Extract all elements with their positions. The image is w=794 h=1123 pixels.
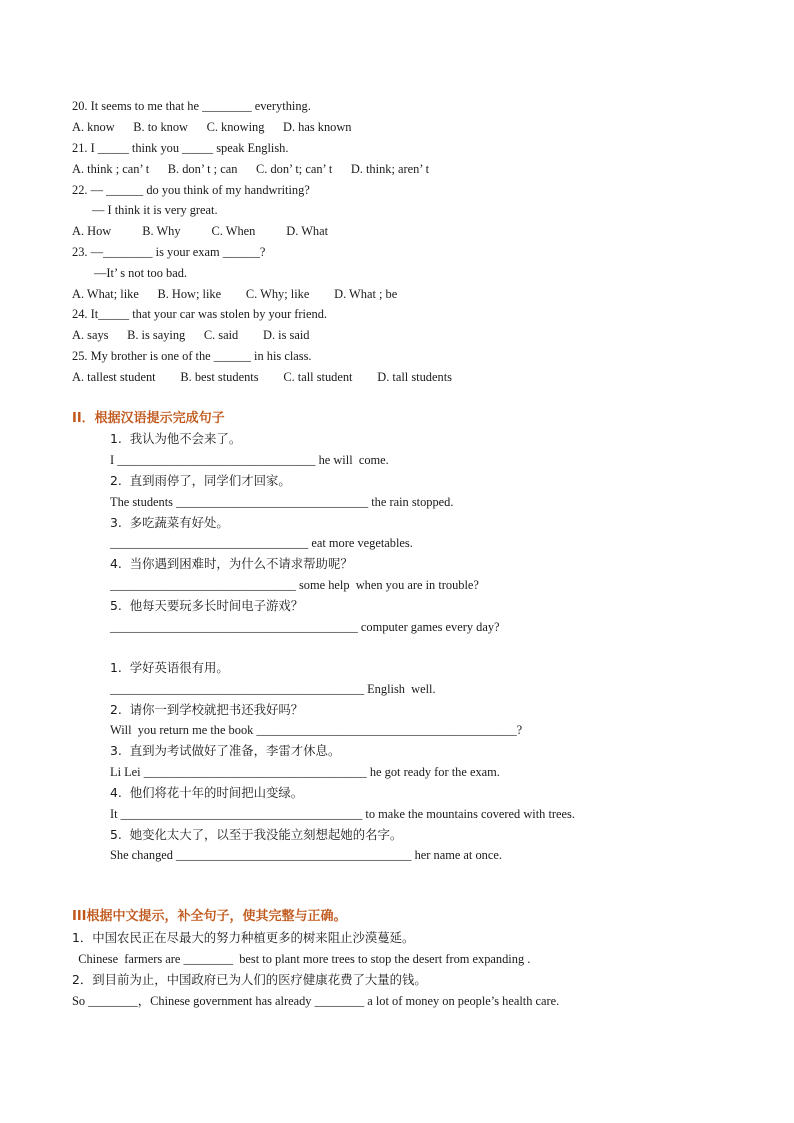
s2b-item4-cn: 4. 他们将花十年的时间把山变绿。 (110, 785, 304, 800)
s2b-item5-en: She changed ______________________________________ her name at once. (110, 848, 502, 862)
s2b-item2-en: Will you return me the book __________________________________________? (110, 723, 523, 737)
s2a-item3-en: ________________________________ eat more vegetables. (110, 536, 413, 550)
s3-item1-en: Chinese farmers are ________ best to plant more trees to stop the desert from expanding . (72, 952, 531, 966)
section2-title: II．根据汉语提示完成句子 (72, 411, 225, 426)
s2b-item3-en: Li Lei ____________________________________ he got ready for the exam. (110, 765, 500, 779)
s2a-item2-en: The students _______________________________ the rain stopped. (110, 495, 454, 509)
q25-stem: 25. My brother is one of the ______ in his class. (72, 349, 312, 363)
s2b-item4-en: It _______________________________________ to make the mountains covered with trees. (110, 807, 575, 821)
q24-stem: 24. It_____ that your car was stolen by your friend. (72, 307, 327, 321)
s3-item2-cn: 2．到目前为止，中国政府已为人们的医疗健康花费了大量的钱。 (72, 972, 427, 987)
q23-options: A. What; like B. How; like C. Why; like D. What ; be (72, 287, 398, 301)
q24-options: A. says B. is saying C. said D. is said (72, 328, 310, 342)
q21-stem: 21. I _____ think you _____ speak English. (72, 141, 289, 155)
s2a-item5-cn: 5. 他每天要玩多长时间电子游戏？ (110, 598, 304, 613)
q23-reply: —It’ s not too bad. (94, 266, 188, 280)
s3-item2-en: So ________，Chinese government has already ________ a lot of money on people’s health care. (72, 994, 560, 1008)
s2a-item4-en: ______________________________ some help when you are in trouble? (110, 578, 479, 592)
q23-stem: 23. —________ is your exam ______? (72, 245, 266, 259)
q25-options: A. tallest student B. best students C. tall student D. tall students (72, 370, 452, 384)
s2b-item1-cn: 1. 学好英语很有用。 (110, 660, 229, 675)
s2b-item3-cn: 3. 直到为考试做好了准备，李雷才休息。 (110, 743, 341, 758)
s2a-item2-cn: 2. 直到雨停了，同学们才回家。 (110, 473, 291, 488)
s2b-item2-cn: 2. 请你一到学校就把书还我好吗？ (110, 702, 304, 717)
s2a-item5-en: ________________________________________ computer games every day? (110, 620, 500, 634)
s2a-item1-cn: 1. 我认为他不会来了。 (110, 431, 242, 446)
s2a-item3-cn: 3. 多吃蔬菜有好处。 (110, 515, 229, 530)
section3-title: III根据中文提示，补全句子，使其完整与正确。 (72, 909, 347, 924)
s2a-item4-cn: 4. 当你遇到困难时，为什么不请求帮助呢？ (110, 556, 353, 571)
q22-stem: 22. — ______ do you think of my handwriting? (72, 183, 310, 197)
s2b-item5-cn: 5. 她变化太大了，以至于我没能立刻想起她的名字。 (110, 827, 403, 842)
q20-stem: 20. It seems to me that he ________ everything. (72, 99, 311, 113)
q21-options: A. think ; can’ t B. don’ t ; can C. don’ t; can’ t D. think; aren’ t (72, 162, 430, 176)
q20-options: A. know B. to know C. knowing D. has known (72, 120, 352, 134)
q22-reply: — I think it is very great. (92, 203, 218, 217)
s2b-item1-en: _________________________________________ English well. (110, 682, 436, 696)
s2a-item1-en: I ________________________________ he will come. (110, 453, 389, 467)
q22-options: A. How B. Why C. When D. What (72, 224, 329, 238)
s3-item1-cn: 1．中国农民正在尽最大的努力种植更多的树来阻止沙漠蔓延。 (72, 930, 415, 945)
